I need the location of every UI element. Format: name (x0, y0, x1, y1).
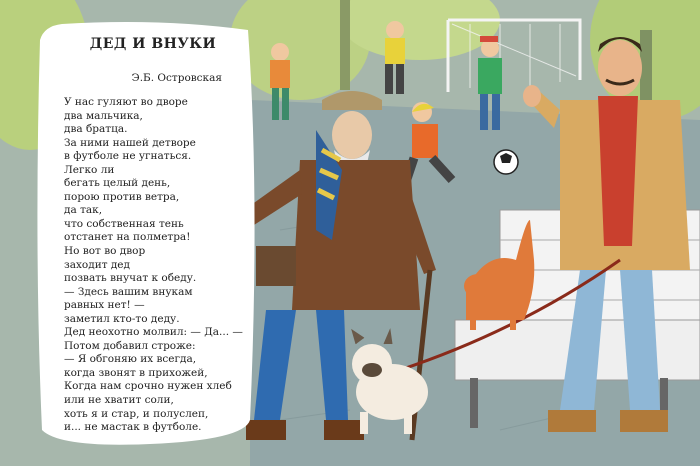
poem-line: отстанет на полметра! (64, 231, 191, 244)
poem-line: равных нет! — (64, 299, 145, 312)
text-panel (48, 22, 258, 440)
poem-line: заметил кто-то деду. (64, 312, 180, 325)
poem-line: порою против ветра, (64, 190, 180, 203)
poem-line: За ними нашей детворе (64, 136, 196, 149)
poem-author: Э.Б. Островская (131, 72, 222, 84)
poem-line: Дед неохотно молвил: — Да... — (64, 326, 243, 339)
poem-line: Легко ли (64, 163, 115, 176)
poem-line: Когда нам срочно нужен хлеб (64, 380, 232, 393)
poem-line: в футболе не угнаться. (64, 150, 192, 163)
poem-line: — Я обгоняю их всегда, (64, 353, 197, 366)
poem-line: Но вот во двор (64, 245, 146, 258)
poem-line: два братца. (64, 123, 128, 136)
poem-line: или не хватит соли, (64, 394, 174, 407)
poem-line: что собственная тень (64, 217, 184, 230)
poem-line: позвать внучат к обеду. (64, 272, 197, 285)
poem-line: бегать целый день, (64, 177, 171, 190)
poem-line: — Здесь вашим внукам (64, 285, 193, 298)
poem-text (64, 96, 254, 435)
poem-title: ДЕД И ВНУКИ (89, 36, 217, 52)
poem-line: Потом добавил строже: (64, 339, 196, 352)
poem-line: когда звонят в прихожей, (64, 366, 208, 379)
soccer-ball-icon (494, 150, 518, 174)
poem-line: и... не мастак в футболе. (64, 421, 202, 434)
poem-line: У нас гуляют во дворе (64, 96, 188, 108)
poem-line: два мальчика, (64, 109, 143, 122)
poem-line: хоть я и стар, и полуслеп, (64, 407, 209, 420)
poem-line: да так, (64, 204, 103, 217)
poem-line: заходит дед (64, 258, 130, 271)
